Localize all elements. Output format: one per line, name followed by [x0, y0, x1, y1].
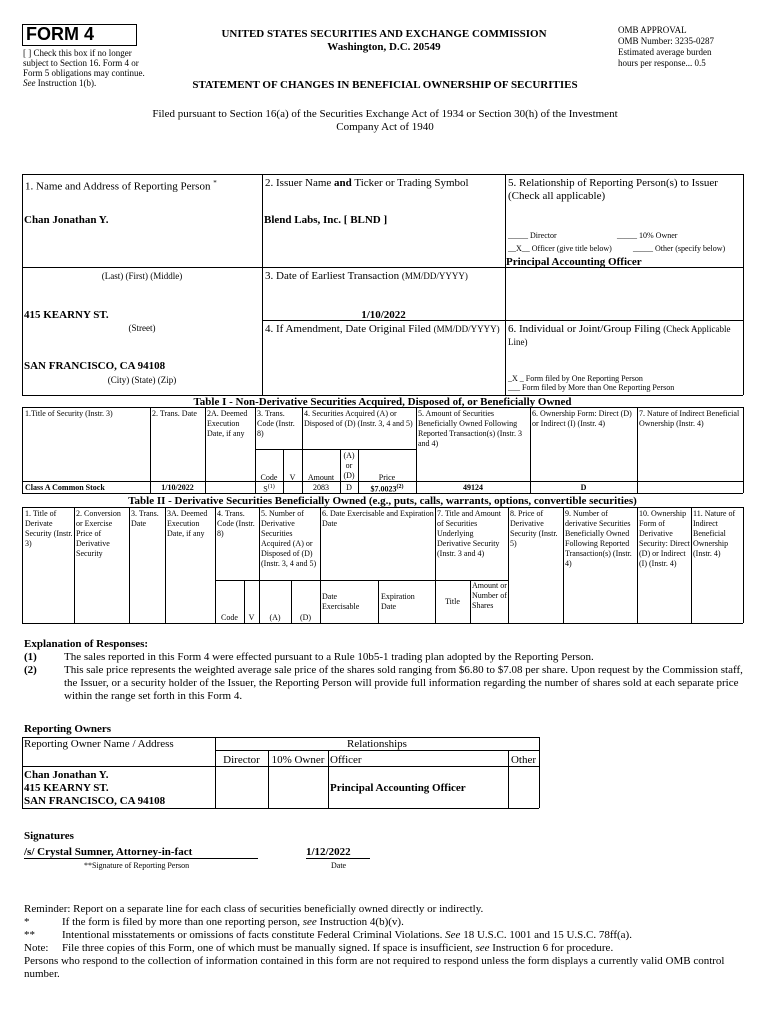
officer-checkbox: __X__ Officer (give title below)	[508, 244, 612, 253]
rule	[743, 174, 744, 395]
ten-pct-owner-checkbox: _____ 10% Owner	[617, 231, 678, 240]
owner-city-line: SAN FRANCISCO, CA 94108	[24, 795, 166, 807]
note-2-num: (2)	[24, 664, 37, 676]
t1-row-date: 1/10/2022	[161, 483, 194, 492]
issuer-name: Blend Labs, Inc. [ BLND ]	[264, 214, 388, 226]
t1-sub-aord: (A) or (D)	[343, 451, 355, 480]
reporting-person-street: 415 KEARNY ST.	[24, 309, 109, 321]
rule	[150, 407, 151, 493]
double-star-text: Intentional misstatements or omissions of facts constitute Federal Criminal Violations. See 18 U.S.C. 1001 and 15 U.S.C. 78ff(a).	[62, 929, 632, 941]
rule	[743, 407, 744, 493]
t2-header-number: 5. Number of Derivative Securities Acquired (A) or Disposed of (D) (Instr. 3, 4 and 5)	[261, 509, 317, 568]
reporting-person-city: SAN FRANCISCO, CA 94108	[24, 360, 166, 372]
one-person-filing: _X _ Form filed by One Reporting Person	[508, 374, 643, 383]
owners-col-ten: 10% Owner	[271, 754, 325, 766]
t2-header-exercisable: 6. Date Exercisable and Expiration Date	[322, 509, 434, 528]
reminder: Reminder: Report on a separate line for each class of securities beneficially owned directly or indirectly.	[24, 903, 484, 915]
omb-approval	[618, 25, 758, 69]
rule	[22, 507, 23, 623]
omb-line: hours per response... 0.5	[618, 58, 706, 68]
t1-row-form: D	[580, 483, 587, 492]
t1-sub-amount: Amount	[307, 473, 335, 482]
statement-title: STATEMENT OF CHANGES IN BENEFICIAL OWNERSHIP OF SECURITIES	[192, 79, 578, 91]
t1-sub-price: Price	[378, 473, 396, 482]
t1-row-price: $7.0023$^{(2)}$	[370, 484, 404, 494]
table1-title: Table I - Non-Derivative Securities Acquired, Disposed of, or Beneficially Owned	[193, 396, 572, 408]
t1-row-amount: 2083	[313, 483, 329, 492]
director-checkbox: _____ Director	[508, 231, 557, 240]
rule	[22, 623, 743, 624]
signature-date: 1/12/2022	[306, 846, 351, 858]
t2-header-conversion: 2. Conversion or Exercise Price of Derivative Security	[76, 509, 121, 558]
explanation-title: Explanation of Responses:	[24, 638, 149, 650]
owners-col-officer: Officer	[330, 754, 362, 766]
officer-title: Principal Accounting Officer	[506, 256, 642, 268]
t2-sub-title: Title	[445, 597, 460, 606]
note-text: File three copies of this Form, one of which must be manually signed. If space is insufficient, see Instruction 6 for procedure.	[62, 942, 614, 954]
t1-row-aord: D	[346, 483, 352, 492]
signatures-title: Signatures	[24, 830, 74, 842]
owners-col-director: Director	[223, 754, 260, 766]
rule	[129, 507, 130, 623]
agency-city: Washington, D.C. 20549	[327, 41, 441, 53]
rule	[416, 407, 417, 493]
rule	[530, 407, 531, 493]
owners-col-relationships: Relationships	[347, 738, 407, 750]
box5-label: 5. Relationship of Reporting Person(s) to Issuer (Check all applicable)	[508, 177, 718, 202]
t1-header-acquired: 4. Securities Acquired (A) or Disposed of (D) (Instr. 3, 4 and 5)	[304, 409, 413, 428]
t1-row-code: $S^{(1)}$	[263, 484, 275, 494]
box3-label: 3. Date of Earliest Transaction (MM/DD/YYYY)	[265, 270, 468, 282]
rule	[22, 174, 743, 175]
t1-header-form: 6. Ownership Form: Direct (D) or Indirect (I) (Instr. 4)	[532, 409, 632, 428]
t1-header-owned: 5. Amount of Securities Beneficially Owned Following Reported Transaction(s) (Instr. 3 and 4)	[418, 409, 522, 448]
t2-header-title: 1. Title of Derivate Security (Instr. 3)	[25, 509, 73, 548]
box6-label: 6. Individual or Joint/Group Filing (Check Applicable Line)	[508, 323, 731, 347]
owner-address-line: 415 KEARNY ST.	[24, 782, 109, 794]
rule	[22, 407, 23, 493]
note-1-text: The sales reported in this Form 4 were effected pursuant to a Rule 10b5-1 trading plan adopted by the Reporting Person.	[64, 651, 594, 663]
t2-sub-amount-shares: Amount or Number of Shares	[472, 581, 507, 610]
street-caption: (Street)	[128, 323, 156, 333]
signer-caption: **Signature of Reporting Person	[84, 861, 190, 870]
double-star-mark: **	[24, 929, 35, 941]
t1-header-date: 2. Trans. Date	[152, 409, 197, 418]
reporting-owners-title: Reporting Owners	[24, 723, 112, 735]
owner-officer-value: Principal Accounting Officer	[330, 782, 466, 794]
rule	[22, 737, 23, 808]
t2-sub-d: (D)	[299, 613, 312, 622]
rule	[320, 507, 321, 623]
omb-line: OMB Number: 3235-0287	[618, 36, 714, 46]
box2-label: 2. Issuer Name and Ticker or Trading Symbol	[265, 177, 469, 189]
rule	[563, 507, 564, 623]
t2-sub-code: Code	[221, 613, 238, 622]
table2-title: Table II - Derivative Securities Beneficially Owned (e.g., puts, calls, warrants, options, convertible securities)	[128, 495, 637, 507]
rule	[378, 580, 379, 623]
city-caption: (City) (State) (Zip)	[107, 375, 177, 385]
rule	[470, 580, 471, 623]
rule	[508, 507, 509, 623]
t1-header-code: 3. Trans. Code (Instr. 8)	[257, 409, 295, 438]
omb-line: Estimated average burden	[618, 47, 712, 57]
reporting-person-name: Chan Jonathan Y.	[24, 214, 109, 226]
rule	[691, 507, 692, 623]
other-checkbox: _____ Other (specify below)	[633, 244, 726, 253]
box1-label: 1. Name and Address of Reporting Person *	[25, 179, 217, 193]
note-mark: Note:	[24, 942, 49, 954]
rule	[283, 449, 284, 493]
t2-header-nature: 11. Nature of Indirect Beneficial Ownership (Instr. 4)	[693, 509, 736, 558]
t2-header-underlying: 7. Title and Amount of Securities Underlying Derivative Security (Instr. 3 and 4)	[437, 509, 502, 558]
t1-sub-code: Code	[260, 473, 278, 482]
star-mark: *	[24, 916, 30, 928]
rule	[205, 407, 206, 493]
note-1-num: (1)	[24, 651, 37, 663]
rule	[215, 507, 216, 623]
signature-line	[24, 858, 258, 859]
rule	[255, 449, 416, 450]
t1-header-deemed: 2A. Deemed Execution Date, if any	[207, 409, 248, 438]
box4-label: 4. If Amendment, Date Original Filed (MM/DD/YYYY)	[265, 323, 500, 335]
rule	[637, 407, 638, 493]
rule	[22, 808, 539, 809]
t2-header-deemed: 3A. Deemed Execution Date, if any	[167, 509, 208, 538]
form-title: FORM 4	[26, 24, 95, 44]
t2-header-code: 4. Trans. Code (Instr. 8)	[217, 509, 255, 538]
rule	[22, 174, 23, 395]
persons-notice: Persons who respond to the collection of information contained in this form are not required to respond unless the form displays a currently valid OMB control number.	[24, 955, 725, 980]
more-persons-filing: ___ Form filed by More than One Reporting Person	[508, 383, 675, 392]
rule	[743, 507, 744, 623]
t1-header-title: 1.Title of Security (Instr. 3)	[25, 409, 113, 418]
date-line	[306, 858, 370, 859]
rule	[328, 750, 329, 808]
signer-name: /s/ Crystal Sumner, Attorney-in-fact	[24, 846, 193, 858]
rule	[74, 507, 75, 623]
star-text: If the form is filed by more than one reporting person, see Instruction 4(b)(v).	[62, 916, 404, 928]
filed-pursuant: Filed pursuant to Section 16(a) of the Securities Exchange Act of 1934 or Section 30(h) of the Investment Company Act of 1940	[152, 108, 618, 133]
owner-name-line: Chan Jonathan Y.	[24, 769, 109, 781]
t1-row-security: Class A Common Stock	[25, 483, 105, 492]
name-caption: (Last) (First) (Middle)	[101, 271, 183, 281]
t2-sub-a: (A)	[269, 613, 281, 622]
rule	[165, 507, 166, 623]
omb-line: OMB APPROVAL	[618, 25, 687, 35]
rule	[505, 174, 506, 395]
t1-header-nature: 7. Nature of Indirect Beneficial Ownership (Instr. 4)	[639, 409, 740, 428]
rule	[637, 507, 638, 623]
date-caption: Date	[331, 861, 347, 870]
rule	[262, 174, 263, 395]
owners-col-name: Reporting Owner Name / Address	[24, 738, 174, 750]
agency-name: UNITED STATES SECURITIES AND EXCHANGE COMMISSION	[221, 28, 547, 40]
t2-sub-date-exercisable: Date Exercisable	[322, 592, 360, 611]
rule	[539, 737, 540, 808]
t1-row-owned: 49124	[463, 483, 483, 492]
check-box-note: [ ] Check this box if no longer subject to Section 16. Form 4 or Form 5 obligations may continue. See Instruction 1(b).	[23, 48, 145, 88]
t2-header-form: 10. Ownership Form of Derivative Security: Direct (D) or Indirect (I) (Instr. 4)	[639, 509, 690, 568]
t2-header-price: 8. Price of Derivative Security (Instr. 5)	[510, 509, 558, 548]
owners-col-other: Other	[510, 754, 537, 766]
t2-sub-expiration: Expiration Date	[381, 592, 415, 611]
t2-header-owned: 9. Number of derivative Securities Beneficially Owned Following Reported Transaction(s) (Instr. 4)	[565, 509, 632, 568]
t1-sub-v: V	[289, 473, 296, 482]
note-2-text: This sale price represents the weighted average sale price of the shares sold ranging from $6.80 to $7.08 per share. Upon request by the Commission staff, the Issuer, or a security holder of the Issuer, the Reporting Person will provide full information regarding the number of shares sold at each separate price within the range set forth in this Form 4.	[64, 664, 743, 702]
rule	[22, 507, 743, 508]
owner-name	[24, 769, 165, 808]
t2-sub-v: V	[248, 613, 255, 622]
rule	[22, 407, 743, 408]
t2-header-date: 3. Trans. Date	[131, 509, 159, 528]
earliest-transaction-date: 1/10/2022	[361, 309, 406, 321]
